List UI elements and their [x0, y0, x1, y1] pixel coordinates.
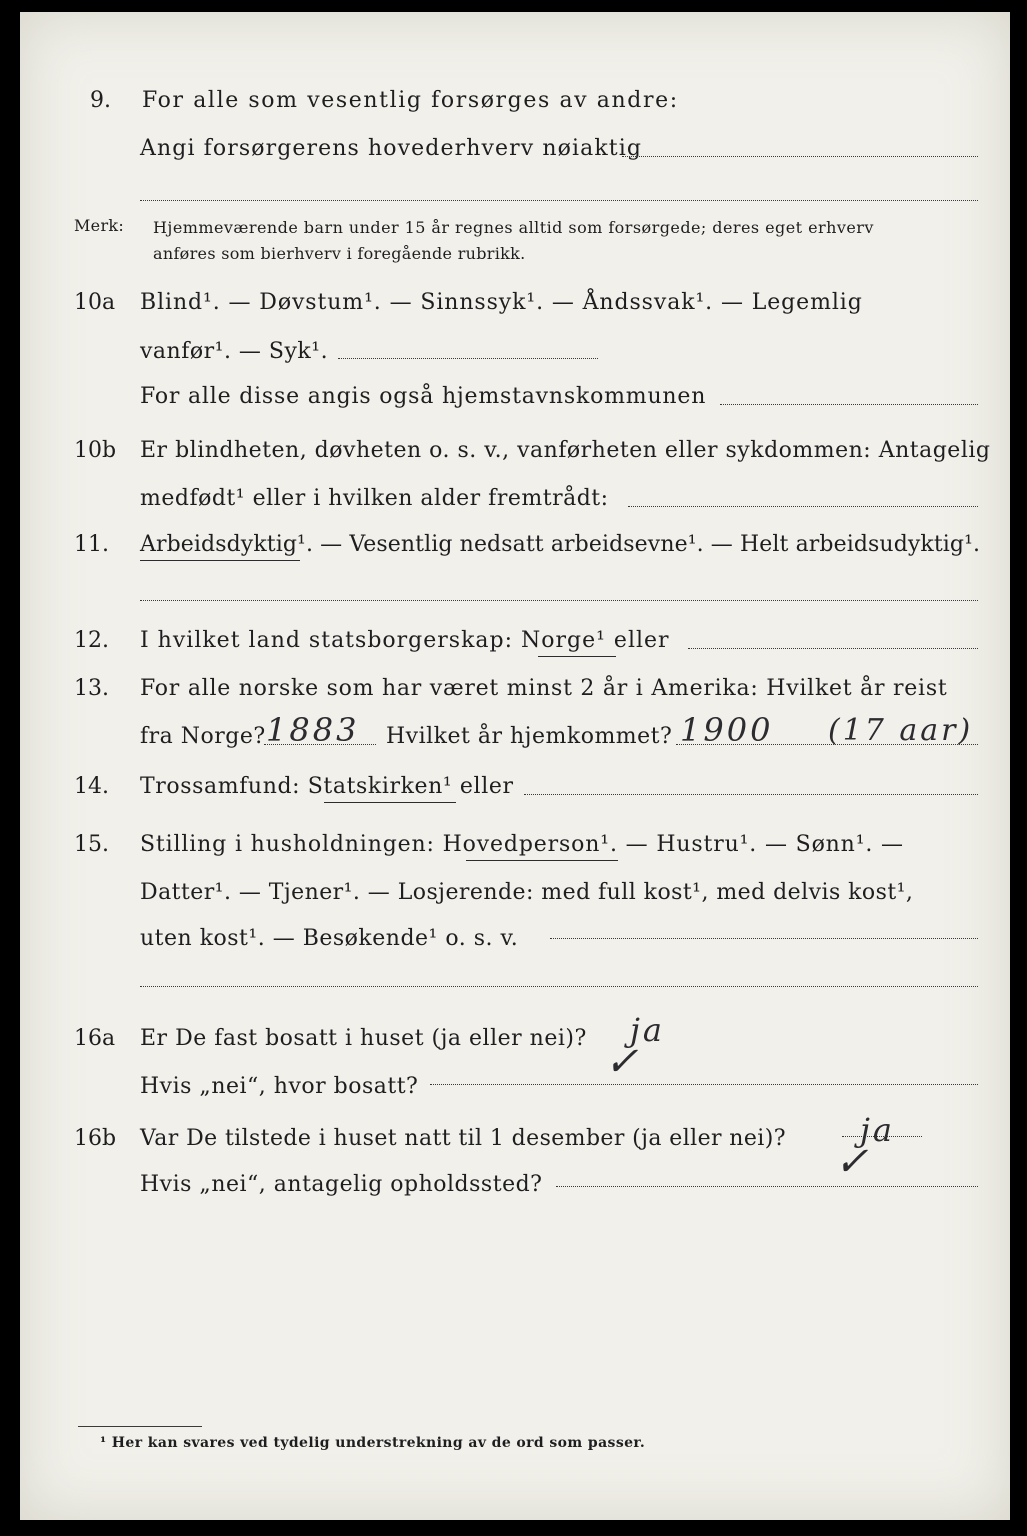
q16b-answer: ja [860, 1111, 895, 1149]
q13-hjem-line [676, 744, 978, 745]
census-form-page [20, 12, 1010, 1520]
q16a-check-mark-icon: ✓ [601, 1039, 648, 1085]
q10b-answer-line [628, 506, 978, 507]
q10a-syk-line [338, 358, 598, 359]
q16a-line2: Hvis „nei“, hvor bosatt? [140, 1074, 419, 1099]
q9-number: 9. [90, 88, 111, 113]
q10b-number: 10b [74, 438, 117, 463]
merk-line2: anføres som bierhverv i foregående rubrikk. [153, 244, 526, 263]
q13-number: 13. [74, 676, 109, 701]
q13-line2a: fra Norge? [140, 724, 266, 749]
q16a-line1: Er De fast bosatt i huset (ja eller nei)? [140, 1026, 587, 1051]
footnote-separator [78, 1426, 202, 1427]
q16a-number: 16a [74, 1026, 116, 1051]
footnote-text: ¹ Her kan svares ved tydelig understrekning av de ord som passer. [100, 1435, 646, 1451]
q15-underline-hovedperson [466, 860, 618, 861]
q10a-kommune-line [720, 404, 978, 405]
q13-answer-note: (17 aar) [828, 713, 974, 748]
q16b-check-mark-icon: ✓ [831, 1139, 878, 1185]
q12-underline-norge [538, 656, 616, 657]
q13-answer-reist: 1883 [266, 711, 360, 749]
q16a-answer: ja [630, 1011, 665, 1049]
q13-line2b: Hvilket år hjemkommet? [386, 724, 673, 749]
q10a-line3: For alle disse angis også hjemstavnskommunen [140, 384, 707, 409]
q16b-answer-line [842, 1136, 922, 1137]
q12-answer-line [688, 648, 978, 649]
q11-line1: Arbeidsdyktig¹. — Vesentlig nedsatt arbeidsevne¹. — Helt arbeidsudyktig¹. [140, 532, 981, 557]
q16a-answer-line [430, 1084, 978, 1085]
q15-line1: Stilling i husholdningen: Hovedperson¹. — Hustru¹. — Sønn¹. — [140, 832, 904, 857]
merk-line1: Hjemmeværende barn under 15 år regnes alltid som forsørgede; deres eget erhverv [153, 218, 874, 237]
q13-line1: For alle norske som har været minst 2 år i Amerika: Hvilket år reist [140, 676, 948, 701]
q14-answer-line [524, 794, 978, 795]
q10b-line1: Er blindheten, døvheten o. s. v., vanførheten eller sykdommen: Antagelig [140, 438, 991, 463]
q14-number: 14. [74, 774, 109, 799]
q11-answer-line [140, 600, 978, 601]
q9-line1: For alle som vesentlig forsørges av andre: [142, 88, 679, 113]
q16b-line1: Var De tilstede i huset natt til 1 desember (ja eller nei)? [140, 1126, 786, 1151]
q15-answer-line [550, 938, 978, 939]
q15-line2: Datter¹. — Tjener¹. — Losjerende: med full kost¹, med delvis kost¹, [140, 880, 914, 905]
q15-extra-line [140, 986, 978, 987]
q15-number: 15. [74, 832, 109, 857]
q11-underline-arbeidsdyktig [140, 560, 300, 561]
q15-line3: uten kost¹. — Besøkende¹ o. s. v. [140, 926, 519, 951]
q12-number: 12. [74, 628, 109, 653]
q10a-line2: vanfør¹. — Syk¹. [140, 339, 329, 364]
q13-reist-line [264, 744, 376, 745]
q13-answer-hjem: 1900 [680, 711, 774, 749]
q16b-opholdssted-line [556, 1186, 978, 1187]
q9-extra-line [140, 200, 978, 201]
q10a-line1: Blind¹. — Døvstum¹. — Sinnssyk¹. — Åndssvak¹. — Legemlig [140, 290, 863, 315]
q14-underline-statskirken [324, 802, 456, 803]
q9-line2: Angi forsørgerens hovederhverv nøiaktig [140, 136, 643, 161]
q9-answer-line [622, 156, 978, 157]
q12-line1: I hvilket land statsborgerskap: Norge¹ eller [140, 628, 670, 653]
q10a-number: 10a [74, 290, 116, 315]
merk-label: Merk: [74, 216, 125, 235]
q16b-line2: Hvis „nei“, antagelig opholdssted? [140, 1172, 543, 1197]
q11-number: 11. [74, 532, 109, 557]
q16b-number: 16b [74, 1126, 117, 1151]
q14-line1: Trossamfund: Statskirken¹ eller [140, 774, 514, 799]
q10b-line2: medfødt¹ eller i hvilken alder fremtrådt: [140, 486, 609, 511]
